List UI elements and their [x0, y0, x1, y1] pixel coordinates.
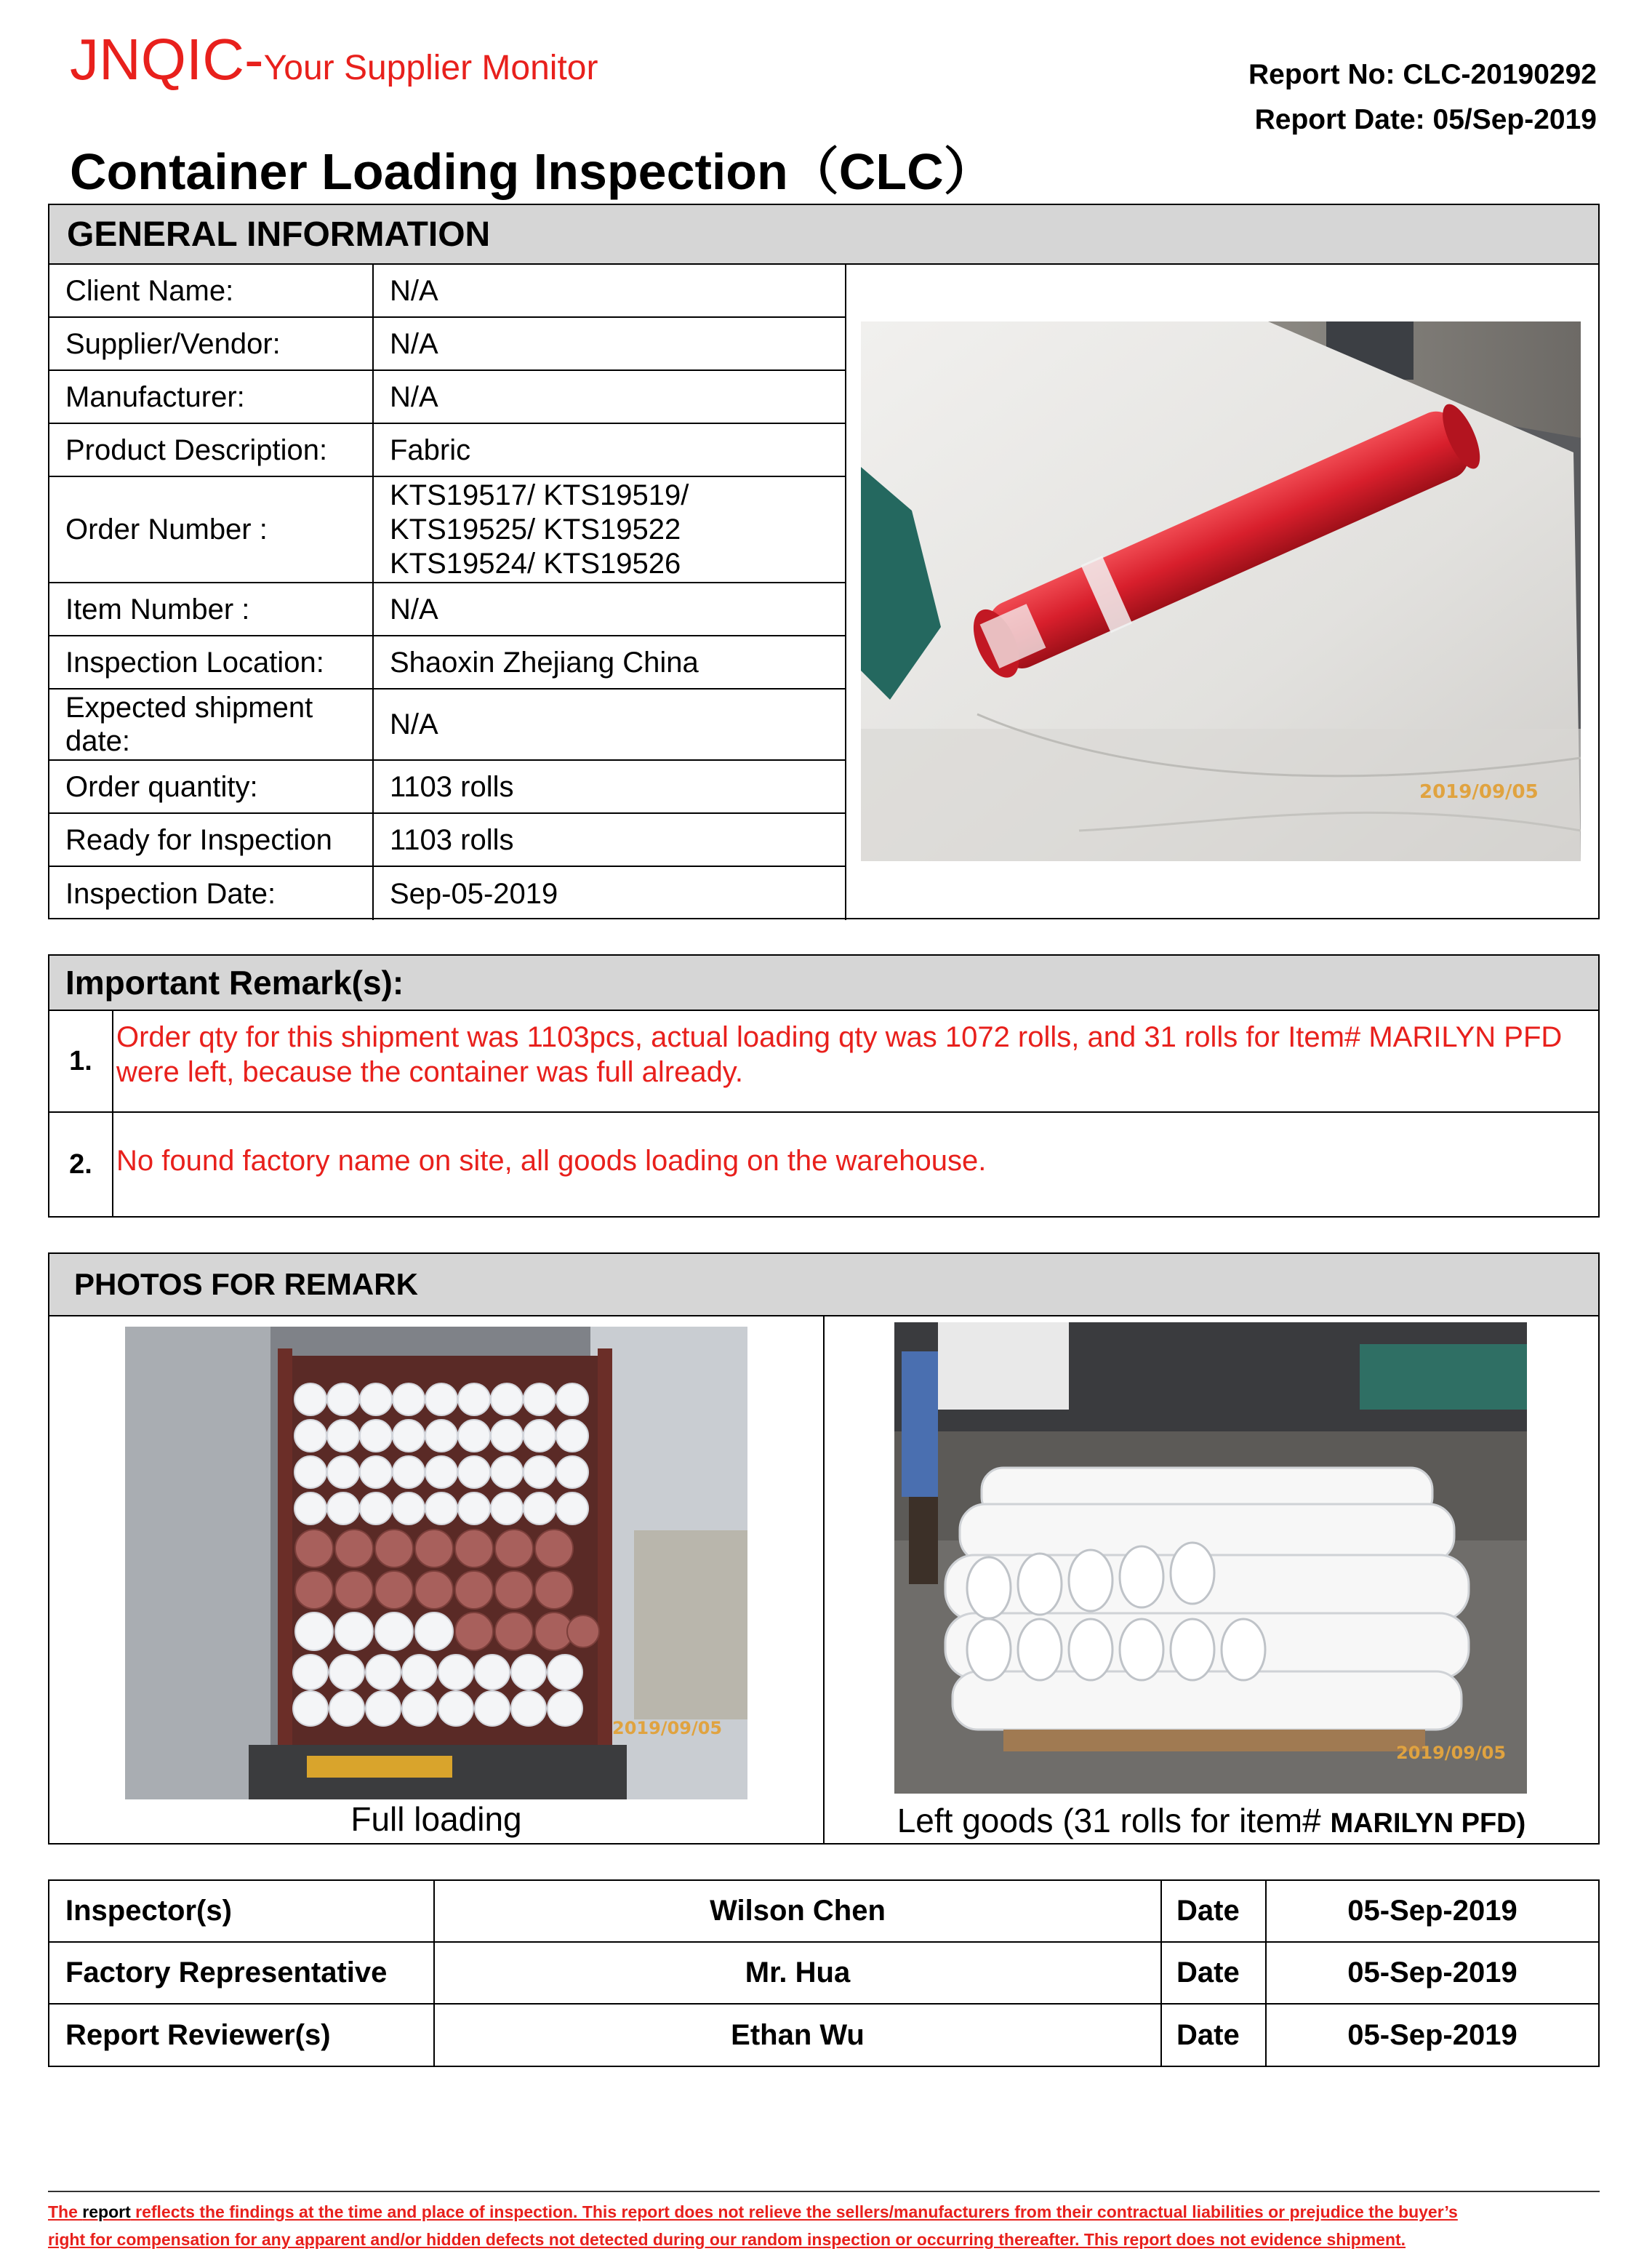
info-row-ready-for-inspection: [49, 814, 845, 867]
info-row-manufacturer: [49, 371, 845, 424]
left-goods-caption: [825, 1801, 1598, 1840]
general-information-section: [48, 204, 1600, 919]
signature-name: Mr. Hua: [435, 1943, 1162, 2003]
left-goods-caption-text: Left goods (31 rolls for item#: [897, 1802, 1331, 1839]
left-goods-caption-item: MARILYN PFD): [1330, 1808, 1526, 1839]
report-number-label: Report No:: [1248, 59, 1395, 90]
info-row-expected-shipment: [49, 690, 845, 761]
general-information-heading: GENERAL INFORMATION: [49, 205, 1598, 265]
info-row-order-number: [49, 477, 845, 583]
info-value: Sep-05-2019: [390, 877, 558, 910]
general-information-table: [49, 265, 846, 920]
remark-text: No found factory name on site, all goods loading on the warehouse.: [116, 1145, 987, 1177]
photo-date-stamp: 2019/09/05: [1396, 1743, 1507, 1763]
report-number: CLC-20190292: [1403, 59, 1597, 90]
signature-role: Factory Representative: [49, 1943, 435, 2003]
info-row-supplier: [49, 318, 845, 371]
footer-divider: [48, 2191, 1600, 2192]
product-photo-image: [861, 321, 1581, 861]
photo-cell-full-loading: [49, 1316, 825, 1843]
product-photo: [861, 321, 1581, 861]
remark-number: 1.: [49, 1011, 113, 1111]
signature-date-label: Date: [1162, 1943, 1267, 2003]
photo-date-stamp: 2019/09/05: [612, 1718, 723, 1738]
info-value: N/A: [390, 274, 438, 307]
info-label: Manufacturer:: [49, 371, 374, 423]
info-value: Shaoxin Zhejiang China: [390, 646, 699, 679]
disclaimer-text-1: reflects the findings at the time and place of inspection. This report does not relieve the sellers/manufacturers from their contractual liabilities or prejudice the buyer’s: [130, 2202, 1458, 2221]
info-label: Order Number :: [49, 477, 374, 582]
photos-grid: [49, 1316, 1598, 1843]
signature-row-factory-representative: [49, 1943, 1598, 2005]
remark-number: 2.: [49, 1113, 113, 1216]
report-date-label: Report Date:: [1254, 104, 1425, 135]
important-remarks-heading: Important Remark(s):: [49, 956, 1598, 1011]
photos-for-remark-section: [48, 1252, 1600, 1845]
info-row-client-name: [49, 265, 845, 318]
report-date-line: [1248, 97, 1597, 143]
info-row-order-quantity: [49, 761, 845, 814]
photos-for-remark-heading: PHOTOS FOR REMARK: [49, 1254, 1598, 1316]
signature-name: Ethan Wu: [435, 2005, 1162, 2066]
info-row-inspection-date: [49, 867, 845, 920]
report-date: 05/Sep-2019: [1432, 104, 1597, 135]
report-number-line: [1248, 52, 1597, 97]
signature-row-inspector: [49, 1881, 1598, 1943]
full-loading-photo: [125, 1327, 747, 1799]
signature-name: Wilson Chen: [435, 1881, 1162, 1941]
info-value: N/A: [390, 593, 438, 626]
signature-table: [48, 1879, 1600, 2067]
info-label: Product Description:: [49, 424, 374, 476]
info-label: Client Name:: [49, 265, 374, 316]
info-value: Fabric: [390, 433, 471, 466]
info-label: Supplier/Vendor:: [49, 318, 374, 369]
signature-role: Inspector(s): [49, 1881, 435, 1941]
disclaimer-line-1: [48, 2198, 1600, 2226]
signature-role: Report Reviewer(s): [49, 2005, 435, 2066]
info-value: 1103 rolls: [390, 770, 514, 803]
info-value: KTS19517/ KTS19519/ KTS19525/ KTS19522 KTS19524/ KTS19526: [390, 479, 689, 580]
remark-row: [49, 1011, 1598, 1113]
disclaimer: [48, 2198, 1600, 2253]
info-value: N/A: [390, 708, 438, 740]
signature-date: 05-Sep-2019: [1347, 1957, 1517, 1989]
photo-date-stamp: 2019/09/05: [1419, 781, 1539, 803]
important-remarks-section: [48, 954, 1600, 1218]
photo-cell-left-goods: [825, 1316, 1598, 1843]
remark-row: [49, 1113, 1598, 1216]
info-row-inspection-location: [49, 636, 845, 690]
disclaimer-keyword: report: [82, 2202, 131, 2221]
info-value: N/A: [390, 327, 438, 360]
disclaimer-lead: The: [48, 2202, 83, 2221]
report-meta: [1248, 52, 1597, 143]
info-row-item-number: [49, 583, 845, 636]
remark-text: Order qty for this shipment was 1103pcs, actual loading qty was 1072 rolls, and 31 rolls for Item# MARILYN PFD were left, because the container was full already.: [116, 1021, 1563, 1088]
left-goods-photo: [894, 1322, 1527, 1794]
signature-date: 05-Sep-2019: [1347, 1895, 1517, 1927]
document-title: Container Loading Inspection（CLC）: [70, 143, 995, 200]
signature-row-report-reviewer: [49, 2005, 1598, 2066]
info-label: Expected shipment date:: [49, 690, 374, 759]
full-loading-caption: Full loading: [350, 1800, 522, 1838]
brand-logo: [70, 26, 598, 93]
info-label: Item Number :: [49, 583, 374, 635]
info-value: 1103 rolls: [390, 823, 514, 856]
info-label: Inspection Location:: [49, 636, 374, 688]
disclaimer-line-2: right for compensation for any apparent and/or hidden defects not detected during our random inspection or occurring thereafter. This report does not evidence shipment.: [48, 2230, 1406, 2249]
brand-name: JNQIC-: [70, 27, 264, 92]
brand-tagline: Your Supplier Monitor: [263, 49, 598, 87]
signature-date: 05-Sep-2019: [1347, 2019, 1517, 2051]
info-row-product-description: [49, 424, 845, 477]
signature-date-label: Date: [1162, 2005, 1267, 2066]
info-label: Inspection Date:: [49, 867, 374, 920]
info-label: Order quantity:: [49, 761, 374, 812]
signature-date-label: Date: [1162, 1881, 1267, 1941]
info-label: Ready for Inspection: [49, 814, 374, 866]
info-value: N/A: [390, 380, 438, 413]
